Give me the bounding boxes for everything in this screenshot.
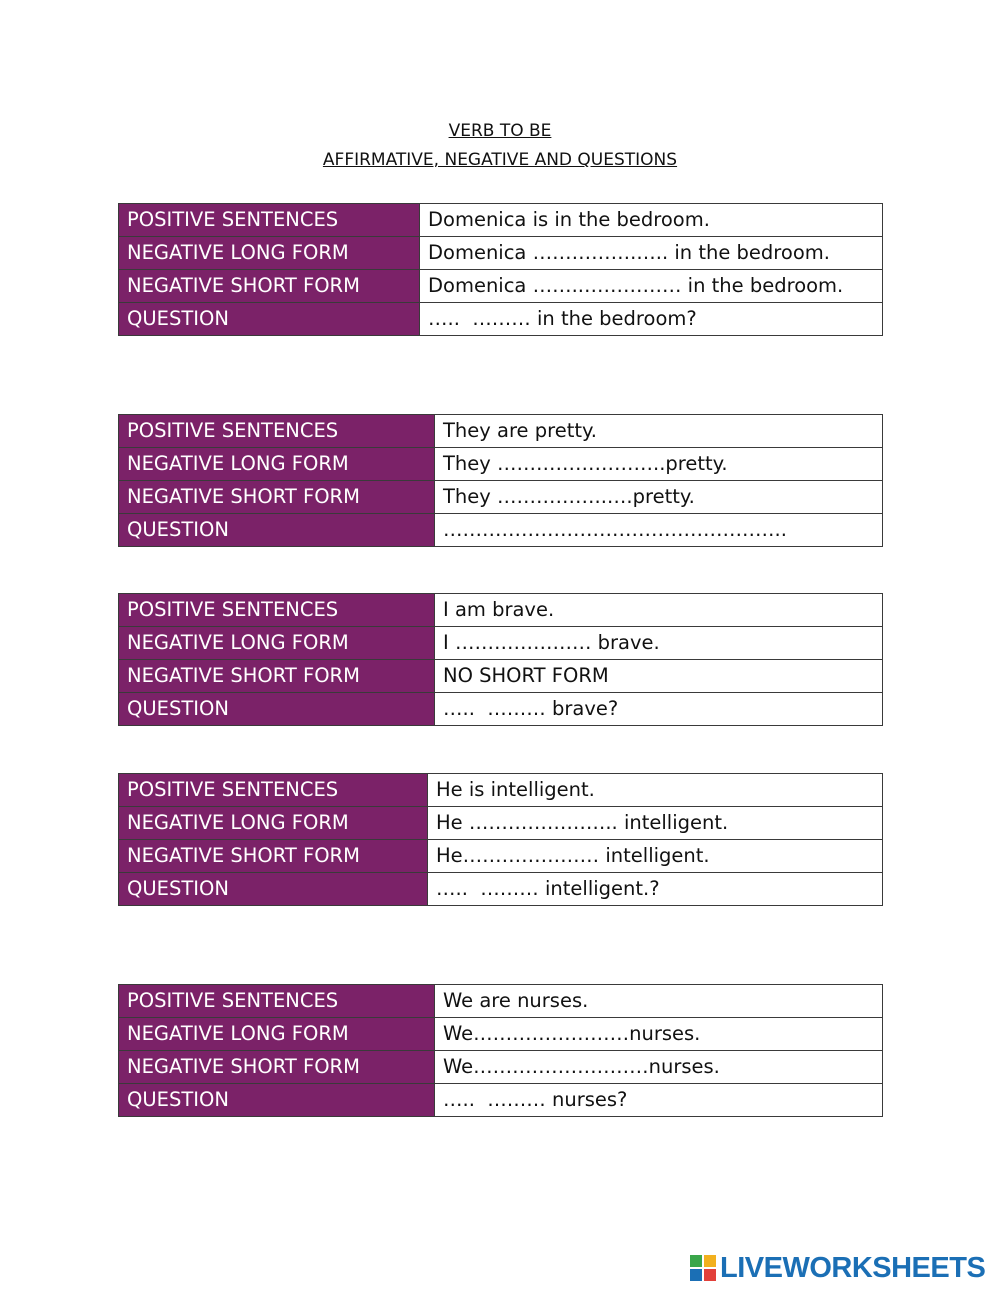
row-label: NEGATIVE SHORT FORM	[119, 1051, 435, 1084]
row-value: I am brave.	[435, 594, 883, 627]
table-row	[119, 1018, 883, 1051]
row-label: QUESTION	[119, 1084, 435, 1117]
row-value: Domenica is in the bedroom.	[420, 204, 883, 237]
row-label: NEGATIVE LONG FORM	[119, 237, 420, 270]
table-row	[119, 985, 883, 1018]
row-value: They are pretty.	[435, 415, 883, 448]
row-label: NEGATIVE SHORT FORM	[119, 481, 435, 514]
liveworksheets-logo-icon	[690, 1255, 716, 1281]
row-label: POSITIVE SENTENCES	[119, 594, 435, 627]
row-label: NEGATIVE SHORT FORM	[119, 660, 435, 693]
exercise-table-3	[118, 593, 883, 726]
exercise-table-4	[118, 773, 883, 906]
answer-field[interactable]: We……………………nurses.	[435, 1018, 883, 1051]
answer-field[interactable]: I ………………… brave.	[435, 627, 883, 660]
row-value: We are nurses.	[435, 985, 883, 1018]
exercise-table-1	[118, 203, 883, 336]
row-label: POSITIVE SENTENCES	[119, 204, 420, 237]
row-label: POSITIVE SENTENCES	[119, 985, 435, 1018]
table-row	[119, 873, 883, 906]
logo-text: LIVEWORKSHEETS	[720, 1251, 986, 1284]
row-label: QUESTION	[119, 303, 420, 336]
table-row	[119, 204, 883, 237]
row-label: NEGATIVE LONG FORM	[119, 807, 428, 840]
row-value: NO SHORT FORM	[435, 660, 883, 693]
table-row	[119, 807, 883, 840]
exercise-table-2	[118, 414, 883, 547]
table-row	[119, 448, 883, 481]
row-label: QUESTION	[119, 873, 428, 906]
page-subtitle: AFFIRMATIVE, NEGATIVE AND QUESTIONS	[322, 150, 678, 170]
answer-field[interactable]: He………………… intelligent.	[428, 840, 883, 873]
table-row	[119, 840, 883, 873]
table-row	[119, 774, 883, 807]
table-row	[119, 303, 883, 336]
table-row	[119, 1084, 883, 1117]
answer-field[interactable]: Domenica ……..…………… in the bedroom.	[420, 270, 883, 303]
table-row	[119, 693, 883, 726]
table-row	[119, 1051, 883, 1084]
row-label: QUESTION	[119, 693, 435, 726]
page-title: VERB TO BE	[448, 121, 552, 141]
table-row	[119, 481, 883, 514]
row-label: POSITIVE SENTENCES	[119, 415, 435, 448]
row-label: QUESTION	[119, 514, 435, 547]
liveworksheets-logo	[690, 1250, 990, 1286]
answer-field[interactable]: ….. ……… in the bedroom?	[420, 303, 883, 336]
table-row	[119, 514, 883, 547]
table-row	[119, 594, 883, 627]
answer-field[interactable]: They ……………..….pretty.	[435, 481, 883, 514]
table-row	[119, 627, 883, 660]
answer-field[interactable]: We………………………nurses.	[435, 1051, 883, 1084]
row-label: NEGATIVE LONG FORM	[119, 448, 435, 481]
row-label: POSITIVE SENTENCES	[119, 774, 428, 807]
table-row	[119, 270, 883, 303]
row-value: He is intelligent.	[428, 774, 883, 807]
answer-field[interactable]: ….. ……… brave?	[435, 693, 883, 726]
row-label: NEGATIVE SHORT FORM	[119, 270, 420, 303]
row-label: NEGATIVE LONG FORM	[119, 1018, 435, 1051]
answer-field[interactable]: They ……………………..pretty.	[435, 448, 883, 481]
table-row	[119, 660, 883, 693]
answer-field[interactable]: ….. ……… nurses?	[435, 1084, 883, 1117]
row-label: NEGATIVE LONG FORM	[119, 627, 435, 660]
answer-field[interactable]: ……………………………………………..	[435, 514, 883, 547]
answer-field[interactable]: He ………………….. intelligent.	[428, 807, 883, 840]
row-label: NEGATIVE SHORT FORM	[119, 840, 428, 873]
answer-field[interactable]: ….. ……… intelligent.?	[428, 873, 883, 906]
table-row	[119, 237, 883, 270]
exercise-table-5	[118, 984, 883, 1117]
table-row	[119, 415, 883, 448]
answer-field[interactable]: Domenica …………….….. in the bedroom.	[420, 237, 883, 270]
